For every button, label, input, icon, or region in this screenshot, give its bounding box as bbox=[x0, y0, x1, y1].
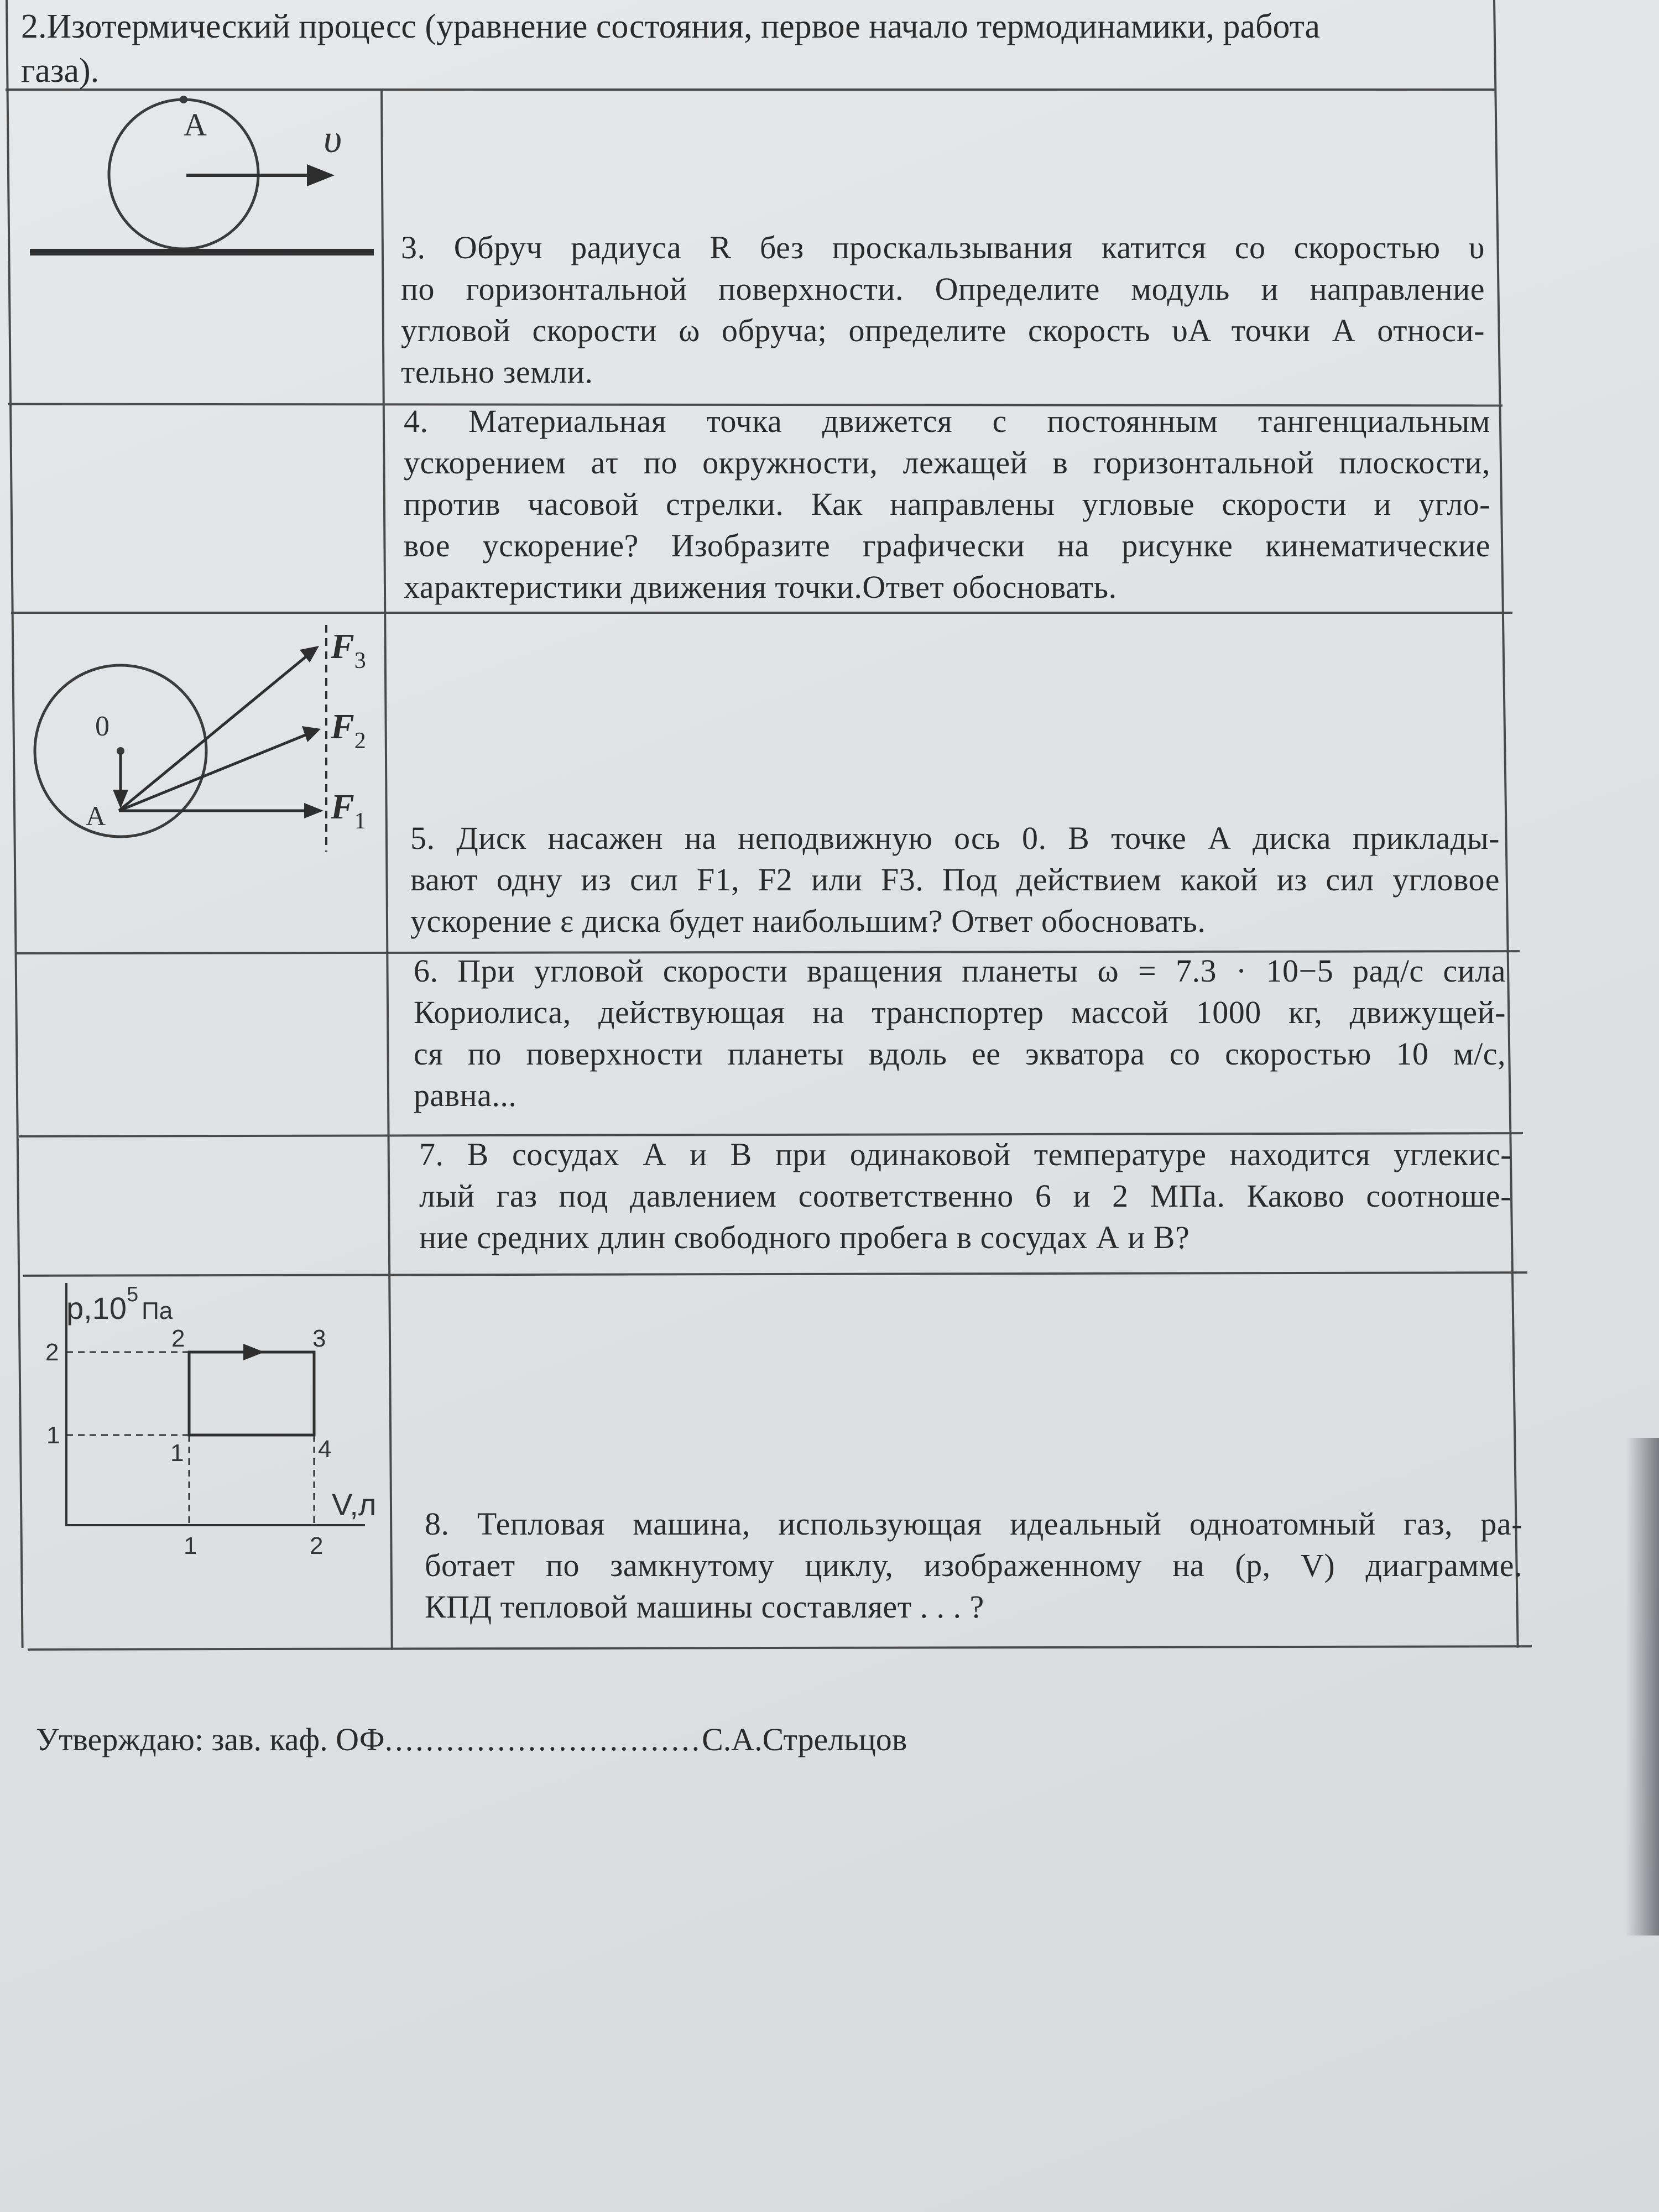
problem-5-text bbox=[410, 817, 1500, 942]
problem-line: КПД тепловой машины составляет . . . ? bbox=[425, 1589, 984, 1625]
problem-line: против часовой стрелки. Как направлены угловые скорости и угло- bbox=[404, 486, 1490, 522]
problem-line: ние средних длин свободного пробега в сосудах А и В? bbox=[419, 1219, 1190, 1255]
problem-line: характеристики движения точки.Ответ обосновать. bbox=[404, 569, 1117, 605]
table-border bbox=[11, 612, 1512, 614]
problem-line: ускорение ε диска будет наибольшим? Ответ обосновать. bbox=[410, 903, 1206, 939]
force-label-f2: $F_2$ bbox=[331, 707, 366, 754]
problem-8-text bbox=[425, 1503, 1522, 1627]
force-label-f1: $F_1$ bbox=[331, 787, 366, 834]
problem-line: по горизонтальной поверхности. Определите модуль и направление bbox=[401, 271, 1485, 307]
velocity-label: υ bbox=[324, 117, 342, 161]
section-title-line: 2.Изотермический процесс (уравнение состояния, первое начало термодинамики, работа bbox=[21, 8, 1321, 45]
problem-6-text bbox=[414, 950, 1506, 1116]
cycle-point-label: 1 bbox=[170, 1439, 184, 1467]
y-tick-label: 2 bbox=[45, 1339, 59, 1366]
signature-dots: ............................... bbox=[384, 1721, 702, 1757]
problem-line: вают одну из сил F1, F2 или F3. Под действием какой из сил угловое bbox=[410, 862, 1500, 898]
problem-line: 5. Диск насажен на неподвижную ось 0. В точке А диска приклады- bbox=[410, 820, 1500, 856]
approval-line bbox=[36, 1719, 1197, 1760]
point-a-label: A bbox=[184, 107, 207, 143]
table-border bbox=[28, 1645, 1532, 1651]
problem-line: 4. Материальная точка движется с постоянным тангенциальным bbox=[404, 403, 1490, 439]
problem-line: лый газ под давлением соответственно 6 и 2 МПа. Каково соотноше- bbox=[419, 1178, 1511, 1214]
problem-line: вое ускорение? Изобразите графически на рисунке кинематические bbox=[404, 528, 1490, 564]
problem-line: угловой скорости ω обруча; определите скорость υA точки А относи- bbox=[401, 312, 1485, 348]
problem-4-text bbox=[404, 400, 1490, 608]
y-axis-label: $p,10^5_{Па}$ bbox=[66, 1283, 173, 1326]
problem-line: ускорением aτ по окружности, лежащей в горизонтальной плоскости, bbox=[404, 445, 1490, 481]
x-tick-label: 1 bbox=[184, 1532, 197, 1559]
problem-line: 3. Обруч радиуса R без проскальзывания катится со скоростью υ bbox=[401, 229, 1485, 265]
section-title bbox=[21, 4, 1492, 93]
hoop-figure bbox=[22, 91, 376, 268]
problem-line: равна... bbox=[414, 1077, 517, 1113]
problem-line: 6. При угловой скорости вращения планеты ω = 7.3 · 10−5 рад/с сила bbox=[414, 953, 1506, 989]
problem-7-text bbox=[419, 1134, 1511, 1258]
problem-line: ся по поверхности планеты вдоль ее экватора со скоростью 10 м/с, bbox=[414, 1036, 1506, 1072]
problem-line: 8. Тепловая машина, использующая идеальный одноатомный газ, ра- bbox=[425, 1506, 1522, 1542]
x-axis-label: V,л bbox=[332, 1487, 377, 1522]
pv-diagram bbox=[33, 1272, 387, 1559]
problem-line: 7. В сосудах А и В при одинаковой температуре находится углекис- bbox=[419, 1136, 1511, 1172]
disk-figure bbox=[28, 625, 382, 946]
page-shadow bbox=[1626, 1438, 1659, 1936]
cycle-point-label: 2 bbox=[171, 1325, 185, 1352]
problem-3-text bbox=[401, 227, 1485, 393]
cycle-point-label: 4 bbox=[318, 1436, 332, 1463]
cycle-point-label: 3 bbox=[312, 1325, 326, 1352]
y-tick-label: 1 bbox=[46, 1422, 60, 1449]
table-border bbox=[6, 0, 24, 1648]
x-tick-label: 2 bbox=[310, 1532, 324, 1559]
signatory-name: С.А.Стрельцов bbox=[702, 1721, 907, 1757]
point-a-label: A bbox=[86, 800, 106, 831]
problem-line: ботает по замкнутому циклу, изображенному на (p, V) диаграмме. bbox=[425, 1547, 1522, 1583]
approval-label: Утверждаю: зав. каф. ОФ bbox=[36, 1721, 385, 1757]
section-title-line: газа). bbox=[21, 52, 100, 90]
problem-line: тельно земли. bbox=[401, 354, 593, 390]
axis-label: 0 bbox=[95, 711, 109, 742]
problem-line: Кориолиса, действующая на транспортер массой 1000 кг, движущей- bbox=[414, 994, 1506, 1030]
force-label-f3: $F_3$ bbox=[331, 627, 366, 674]
